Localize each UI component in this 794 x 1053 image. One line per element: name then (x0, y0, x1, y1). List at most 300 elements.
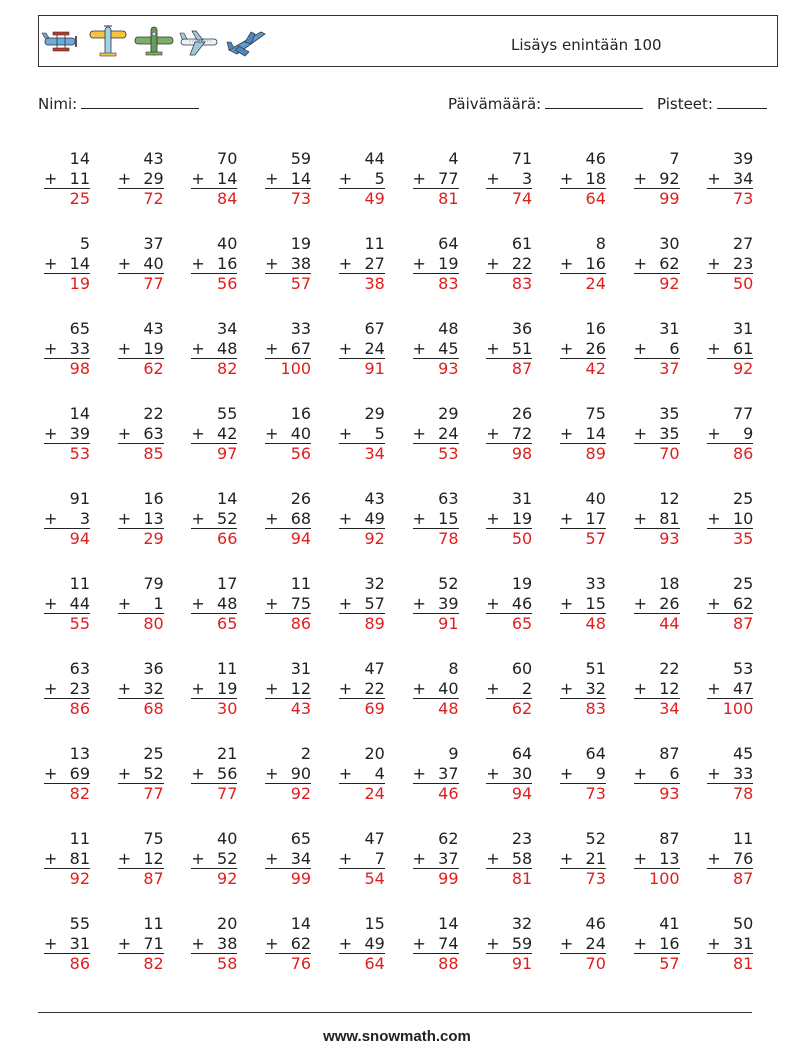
addend-top (560, 149, 606, 169)
plus-sign: + (633, 253, 647, 273)
addend-bottom (560, 679, 606, 699)
first-addend: 51 (585, 659, 606, 678)
second-addend: 13 (143, 508, 164, 528)
addend-bottom (339, 254, 385, 274)
answer: 86 (707, 443, 753, 463)
second-addend: 33 (69, 338, 90, 358)
first-addend: 8 (448, 659, 459, 678)
problem-8-1 (44, 744, 90, 803)
first-addend: 25 (732, 574, 754, 593)
plus-sign: + (191, 423, 205, 443)
first-addend: 16 (290, 404, 312, 423)
score-label: Pisteet: (657, 95, 713, 113)
addend-bottom (560, 254, 606, 274)
addend-top (265, 744, 311, 764)
addend-bottom (118, 509, 164, 529)
answer: 77 (118, 783, 164, 803)
second-addend: 81 (659, 508, 680, 528)
answer: 77 (118, 273, 164, 293)
first-addend: 11 (69, 574, 90, 593)
answer: 94 (486, 783, 532, 803)
addend-bottom (486, 764, 532, 784)
first-addend: 20 (364, 744, 385, 763)
second-addend: 15 (438, 508, 459, 528)
first-addend: 36 (143, 659, 164, 678)
answer: 74 (486, 188, 532, 208)
addend-bottom (707, 424, 753, 444)
answer: 62 (118, 358, 164, 378)
plus-sign: + (486, 338, 500, 358)
addend-bottom (44, 764, 90, 784)
answer: 24 (339, 783, 385, 803)
problem-7-2 (118, 659, 164, 718)
addend-bottom (413, 594, 459, 614)
second-addend: 32 (585, 678, 606, 698)
problem-6-2 (118, 574, 164, 633)
problem-1-5 (339, 149, 385, 208)
problem-8-6 (413, 744, 459, 803)
answer: 56 (265, 443, 311, 463)
plus-sign: + (265, 593, 279, 613)
problem-3-6 (413, 319, 459, 378)
addend-top (191, 914, 237, 934)
addend-bottom (339, 424, 385, 444)
problem-10-5 (339, 914, 385, 973)
first-addend: 19 (290, 234, 312, 253)
plus-sign: + (633, 848, 647, 868)
addend-top (413, 744, 459, 764)
first-addend: 13 (69, 744, 90, 763)
addend-top (265, 149, 311, 169)
second-addend: 19 (511, 508, 533, 528)
addend-top (634, 489, 680, 509)
addend-bottom (560, 849, 606, 869)
answer: 49 (339, 188, 385, 208)
answer: 66 (191, 528, 237, 548)
answer: 58 (191, 953, 237, 973)
addend-top (265, 829, 311, 849)
addend-top (265, 234, 311, 254)
second-addend: 24 (364, 338, 385, 358)
plus-sign: + (191, 508, 205, 528)
addend-bottom (339, 509, 385, 529)
answer: 73 (560, 868, 606, 888)
addend-bottom (265, 254, 311, 274)
problem-6-8 (560, 574, 606, 633)
problem-7-9 (634, 659, 680, 718)
first-addend: 87 (659, 744, 680, 763)
addend-top (44, 489, 90, 509)
addend-top (707, 319, 753, 339)
second-addend: 6 (669, 763, 680, 783)
first-addend: 52 (438, 574, 459, 593)
problem-6-6 (413, 574, 459, 633)
second-addend: 59 (511, 933, 533, 953)
answer: 34 (634, 698, 680, 718)
second-addend: 67 (290, 338, 312, 358)
problem-6-10 (707, 574, 753, 633)
problem-10-7 (486, 914, 532, 973)
second-addend: 47 (732, 678, 754, 698)
addend-top (560, 744, 606, 764)
second-addend: 23 (732, 253, 754, 273)
answer: 62 (486, 698, 532, 718)
answer: 56 (191, 273, 237, 293)
first-addend: 45 (732, 744, 754, 763)
problem-5-2 (118, 489, 164, 548)
plus-sign: + (412, 933, 426, 953)
plus-sign: + (633, 423, 647, 443)
answer: 82 (44, 783, 90, 803)
second-addend: 48 (217, 593, 238, 613)
addend-bottom (486, 679, 532, 699)
answer: 64 (560, 188, 606, 208)
addend-bottom (191, 934, 237, 954)
addend-bottom (634, 764, 680, 784)
second-addend: 81 (69, 848, 90, 868)
answer: 44 (634, 613, 680, 633)
second-addend: 10 (732, 508, 754, 528)
answer: 87 (118, 868, 164, 888)
first-addend: 11 (732, 829, 754, 848)
problem-10-2 (118, 914, 164, 973)
first-addend: 63 (69, 659, 90, 678)
addend-bottom (265, 594, 311, 614)
plus-sign: + (559, 423, 574, 443)
addend-bottom (118, 424, 164, 444)
addend-bottom (634, 509, 680, 529)
first-addend: 65 (69, 319, 90, 338)
second-addend: 26 (659, 593, 680, 613)
first-addend: 11 (143, 914, 164, 933)
second-addend: 48 (217, 338, 238, 358)
addend-bottom (44, 849, 90, 869)
addend-top (118, 829, 164, 849)
addend-top (707, 659, 753, 679)
answer: 86 (265, 613, 311, 633)
plus-sign: + (338, 848, 353, 868)
addend-top (486, 149, 532, 169)
second-addend: 14 (69, 253, 90, 273)
first-addend: 64 (585, 744, 606, 763)
first-addend: 17 (217, 574, 238, 593)
plus-sign: + (44, 508, 58, 528)
answer: 19 (44, 273, 90, 293)
addend-top (44, 829, 90, 849)
answer: 100 (707, 698, 753, 718)
plus-sign: + (559, 338, 574, 358)
plus-sign: + (633, 338, 647, 358)
first-addend: 40 (585, 489, 606, 508)
problem-2-1 (44, 234, 90, 293)
second-addend: 71 (143, 933, 164, 953)
addend-bottom (634, 169, 680, 189)
addend-top (634, 744, 680, 764)
addend-bottom (560, 339, 606, 359)
problem-8-3 (191, 744, 237, 803)
problem-4-2 (118, 404, 164, 463)
addend-top (339, 149, 385, 169)
second-addend: 52 (217, 508, 238, 528)
problem-9-2 (118, 829, 164, 888)
addend-top (118, 659, 164, 679)
problem-9-7 (486, 829, 532, 888)
addend-bottom (191, 424, 237, 444)
addend-bottom (191, 509, 237, 529)
plus-sign: + (44, 168, 58, 188)
first-addend: 65 (290, 829, 312, 848)
addend-bottom (44, 169, 90, 189)
plus-sign: + (338, 763, 353, 783)
plus-sign: + (412, 848, 426, 868)
answer: 88 (413, 953, 459, 973)
problem-7-1 (44, 659, 90, 718)
addend-top (118, 234, 164, 254)
first-addend: 40 (217, 829, 238, 848)
second-addend: 62 (732, 593, 754, 613)
answer: 48 (560, 613, 606, 633)
worksheet-title: Lisäys enintään 100 (511, 36, 662, 54)
plus-sign: + (707, 168, 721, 188)
answer: 54 (339, 868, 385, 888)
addend-bottom (486, 424, 532, 444)
addend-top (118, 914, 164, 934)
plus-sign: + (412, 678, 426, 698)
plus-sign: + (412, 593, 426, 613)
plus-sign: + (559, 848, 574, 868)
addend-top (634, 574, 680, 594)
problem-1-8 (560, 149, 606, 208)
first-addend: 2 (300, 744, 312, 763)
answer: 98 (44, 358, 90, 378)
problem-8-9 (634, 744, 680, 803)
answer: 80 (118, 613, 164, 633)
first-addend: 37 (143, 234, 164, 253)
answer: 99 (634, 188, 680, 208)
addend-bottom (191, 254, 237, 274)
answer: 92 (191, 868, 237, 888)
first-addend: 79 (143, 574, 164, 593)
answer: 68 (118, 698, 164, 718)
first-addend: 16 (143, 489, 164, 508)
second-addend: 61 (732, 338, 754, 358)
second-addend: 69 (69, 763, 90, 783)
problem-6-9 (634, 574, 680, 633)
problem-8-7 (486, 744, 532, 803)
problem-10-4 (265, 914, 311, 973)
plus-sign: + (44, 763, 58, 783)
first-addend: 11 (217, 659, 238, 678)
problem-10-1 (44, 914, 90, 973)
answer: 94 (265, 528, 311, 548)
answer: 73 (560, 783, 606, 803)
first-addend: 23 (511, 829, 533, 848)
answer: 24 (560, 273, 606, 293)
first-addend: 31 (659, 319, 680, 338)
addend-top (486, 489, 532, 509)
addend-bottom (118, 934, 164, 954)
answer: 48 (413, 698, 459, 718)
problem-6-1 (44, 574, 90, 633)
second-addend: 18 (585, 168, 606, 188)
second-addend: 17 (585, 508, 606, 528)
problem-5-9 (634, 489, 680, 548)
addend-top (44, 659, 90, 679)
addend-top (339, 234, 385, 254)
problem-2-6 (413, 234, 459, 293)
plus-sign: + (191, 763, 205, 783)
answer: 73 (707, 188, 753, 208)
plus-sign: + (191, 338, 205, 358)
second-addend: 62 (290, 933, 312, 953)
problem-2-10 (707, 234, 753, 293)
plus-sign: + (265, 508, 279, 528)
addend-top (486, 404, 532, 424)
first-addend: 75 (585, 404, 606, 423)
first-addend: 19 (511, 574, 533, 593)
answer: 81 (413, 188, 459, 208)
addend-top (486, 574, 532, 594)
addend-top (634, 234, 680, 254)
plus-sign: + (633, 933, 647, 953)
addend-bottom (44, 594, 90, 614)
second-addend: 3 (522, 168, 533, 188)
problem-7-7 (486, 659, 532, 718)
plus-sign: + (265, 338, 279, 358)
first-addend: 5 (79, 234, 90, 253)
answer: 92 (707, 358, 753, 378)
plus-sign: + (191, 253, 205, 273)
addend-top (44, 234, 90, 254)
plus-sign: + (486, 423, 500, 443)
addend-top (191, 234, 237, 254)
plus-sign: + (338, 338, 353, 358)
first-addend: 35 (659, 404, 680, 423)
first-addend: 67 (364, 319, 385, 338)
second-addend: 32 (143, 678, 164, 698)
problem-2-8 (560, 234, 606, 293)
first-addend: 50 (732, 914, 754, 933)
second-addend: 27 (364, 253, 385, 273)
problem-3-3 (191, 319, 237, 378)
answer: 98 (486, 443, 532, 463)
plus-sign: + (117, 508, 132, 528)
addend-bottom (265, 339, 311, 359)
answer: 43 (265, 698, 311, 718)
second-addend: 9 (595, 763, 606, 783)
addend-bottom (707, 339, 753, 359)
addend-top (560, 234, 606, 254)
addend-top (707, 744, 753, 764)
problem-5-6 (413, 489, 459, 548)
addend-bottom (191, 764, 237, 784)
problem-3-5 (339, 319, 385, 378)
addend-top (560, 914, 606, 934)
second-addend: 26 (585, 338, 606, 358)
second-addend: 14 (290, 168, 312, 188)
answer: 64 (339, 953, 385, 973)
addend-top (265, 489, 311, 509)
addend-top (413, 659, 459, 679)
problem-1-2 (118, 149, 164, 208)
first-addend: 27 (732, 234, 754, 253)
addend-top (191, 149, 237, 169)
answer: 94 (44, 528, 90, 548)
addend-bottom (560, 509, 606, 529)
first-addend: 26 (511, 404, 533, 423)
answer: 86 (44, 953, 90, 973)
second-addend: 19 (438, 253, 459, 273)
plus-sign: + (412, 338, 426, 358)
problem-9-10 (707, 829, 753, 888)
problem-9-8 (560, 829, 606, 888)
addend-bottom (707, 169, 753, 189)
answer: 57 (265, 273, 311, 293)
answer: 29 (118, 528, 164, 548)
plus-sign: + (559, 508, 574, 528)
plus-sign: + (633, 678, 647, 698)
plus-sign: + (707, 593, 721, 613)
addend-bottom (560, 934, 606, 954)
answer: 83 (413, 273, 459, 293)
problem-6-5 (339, 574, 385, 633)
second-addend: 39 (438, 593, 459, 613)
answer: 83 (486, 273, 532, 293)
second-addend: 34 (732, 168, 754, 188)
plus-sign: + (486, 593, 500, 613)
addend-bottom (634, 254, 680, 274)
plus-sign: + (117, 678, 132, 698)
answer: 92 (44, 868, 90, 888)
plus-sign: + (338, 253, 353, 273)
plus-sign: + (44, 678, 58, 698)
addend-top (191, 319, 237, 339)
addend-top (560, 659, 606, 679)
plus-sign: + (559, 678, 574, 698)
addend-top (486, 914, 532, 934)
plus-sign: + (486, 508, 500, 528)
first-addend: 64 (511, 744, 533, 763)
first-addend: 55 (217, 404, 238, 423)
problem-4-9 (634, 404, 680, 463)
addend-bottom (265, 509, 311, 529)
second-addend: 63 (143, 423, 164, 443)
problem-1-4 (265, 149, 311, 208)
plus-sign: + (707, 508, 721, 528)
problem-2-9 (634, 234, 680, 293)
plus-sign: + (559, 933, 574, 953)
answer: 65 (486, 613, 532, 633)
second-addend: 5 (374, 423, 385, 443)
addend-top (118, 489, 164, 509)
answer: 83 (560, 698, 606, 718)
problem-4-6 (413, 404, 459, 463)
plus-sign: + (117, 253, 132, 273)
problem-2-2 (118, 234, 164, 293)
first-addend: 41 (659, 914, 680, 933)
second-addend: 31 (732, 933, 754, 953)
addend-top (413, 319, 459, 339)
second-addend: 57 (364, 593, 385, 613)
addend-bottom (634, 849, 680, 869)
addend-bottom (191, 339, 237, 359)
problem-5-10 (707, 489, 753, 548)
addend-top (707, 914, 753, 934)
addend-bottom (44, 679, 90, 699)
first-addend: 31 (290, 659, 312, 678)
answer: 70 (634, 443, 680, 463)
addend-top (634, 829, 680, 849)
